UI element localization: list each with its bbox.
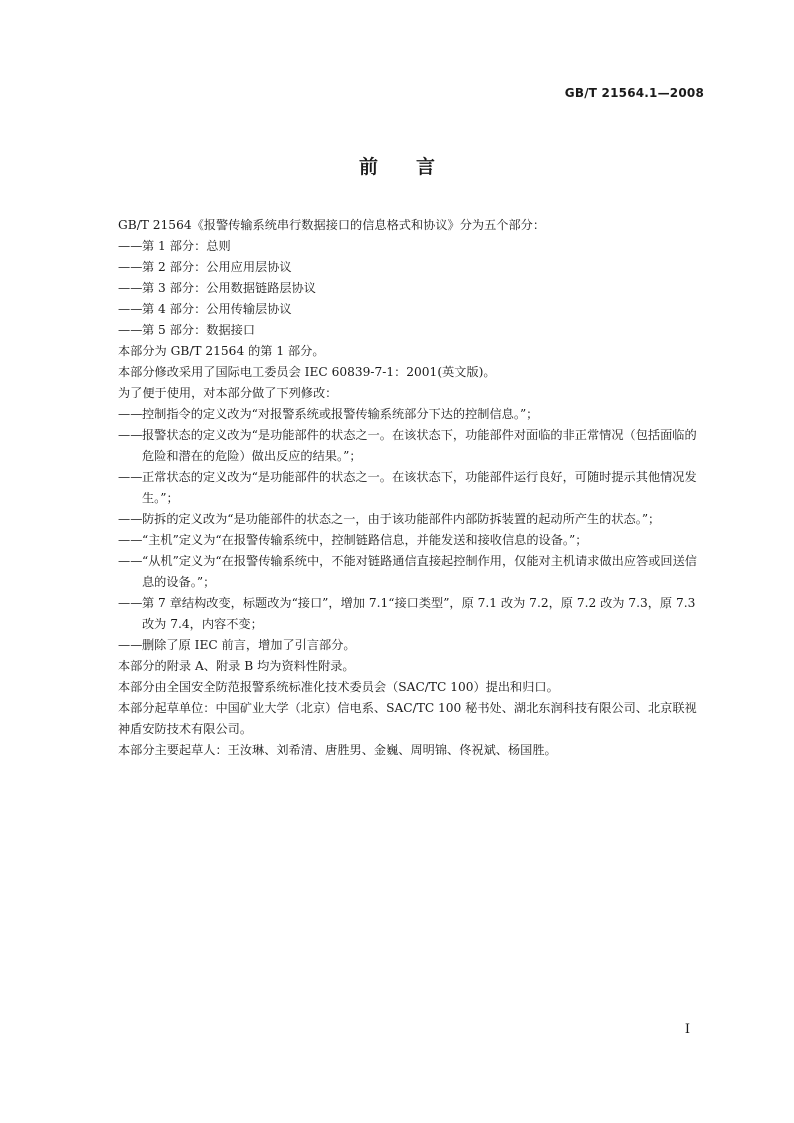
dash-mark: —— <box>118 239 143 253</box>
list-item-text: 第 2 部分：公用应用层协议 <box>142 260 292 274</box>
dash-mark: —— <box>118 512 143 526</box>
list-item <box>118 278 708 299</box>
list-item-text: 第 7 章结构改变，标题改为“接口”，增加 7.1“接口类型”，原 7.1 改为 7.2，原 7.2 改为 7.3，原 7.3 改为 7.4，内容不变； <box>142 596 696 631</box>
list-item <box>118 236 708 257</box>
paragraph: 本部分起草单位：中国矿业大学（北京）信电系、SAC/TC 100 秘书处、湖北东润科技有限公司、北京联视神盾安防技术有限公司。 <box>118 701 697 736</box>
dash-mark: —— <box>118 554 143 568</box>
list-item-text: 报警状态的定义改为“是功能部件的状态之一。在该状态下，功能部件对面临的非正常情况（包括面临的危险和潜在的危险）做出反应的结果。”； <box>142 428 697 463</box>
dash-mark: —— <box>118 260 143 274</box>
page-number: I <box>684 1022 690 1037</box>
list-item-text: 第 4 部分：公用传输层协议 <box>142 302 292 316</box>
list-item-text: 正常状态的定义改为“是功能部件的状态之一。在该状态下，功能部件运行良好，可随时提示其他情况发生。”； <box>142 470 697 505</box>
page-title: 前言 <box>358 156 473 178</box>
paragraph: 本部分为 GB/T 21564 的第 1 部分。 <box>118 344 325 358</box>
foreword-body <box>118 215 708 761</box>
list-item <box>118 509 708 530</box>
list-item-text: 第 3 部分：公用数据链路层协议 <box>142 281 316 295</box>
list-item-text: 控制指令的定义改为“对报警系统或报警传输系统部分下达的控制信息。”； <box>142 407 539 421</box>
list-item <box>118 593 708 635</box>
dash-mark: —— <box>118 470 143 484</box>
dash-mark: —— <box>118 596 143 610</box>
dash-mark: —— <box>118 302 143 316</box>
list-item <box>118 425 708 467</box>
paragraph: 为了便于使用，对本部分做了下列修改： <box>118 386 338 400</box>
list-item <box>118 299 708 320</box>
list-item <box>118 530 708 551</box>
dash-mark: —— <box>118 533 143 547</box>
paragraph: 本部分修改采用了国际电工委员会 IEC 60839-7-1：2001(英文版)。 <box>118 365 496 379</box>
dash-mark: —— <box>118 281 143 295</box>
intro-line: GB/T 21564《报警传输系统串行数据接口的信息格式和协议》分为五个部分： <box>118 218 546 232</box>
dash-mark: —— <box>118 428 143 442</box>
paragraph: 本部分的附录 A、附录 B 均为资料性附录。 <box>118 659 355 673</box>
paragraph: 本部分主要起草人：王汝琳、刘希清、唐胜男、金巍、周明锦、佟祝斌、杨国胜。 <box>118 743 557 757</box>
dash-mark: —— <box>118 638 143 652</box>
list-item <box>118 404 708 425</box>
list-item <box>118 467 708 509</box>
dash-mark: —— <box>118 323 143 337</box>
paragraph: 本部分由全国安全防范报警系统标准化技术委员会（SAC/TC 100）提出和归口。 <box>118 680 559 694</box>
list-item-text: 删除了原 IEC 前言，增加了引言部分。 <box>142 638 356 652</box>
list-item <box>118 257 708 278</box>
list-item-text: 第 5 部分：数据接口 <box>142 323 256 337</box>
list-item <box>118 551 708 593</box>
list-item-text: “主机”定义为“在报警传输系统中，控制链路信息，并能发送和接收信息的设备。”； <box>142 533 588 547</box>
list-item-text: 防拆的定义改为“是功能部件的状态之一，由于该功能部件内部防拆装置的起动所产生的状态。”； <box>142 512 661 526</box>
standard-code: GB/T 21564.1—2008 <box>564 86 704 100</box>
list-item-text: “从机”定义为“在报警传输系统中，不能对链路通信直接起控制作用，仅能对主机请求做出应答或回送信息的设备。”； <box>142 554 697 589</box>
dash-mark: —— <box>118 407 143 421</box>
list-item <box>118 635 708 656</box>
list-item <box>118 320 708 341</box>
list-item-text: 第 1 部分：总则 <box>142 239 231 253</box>
